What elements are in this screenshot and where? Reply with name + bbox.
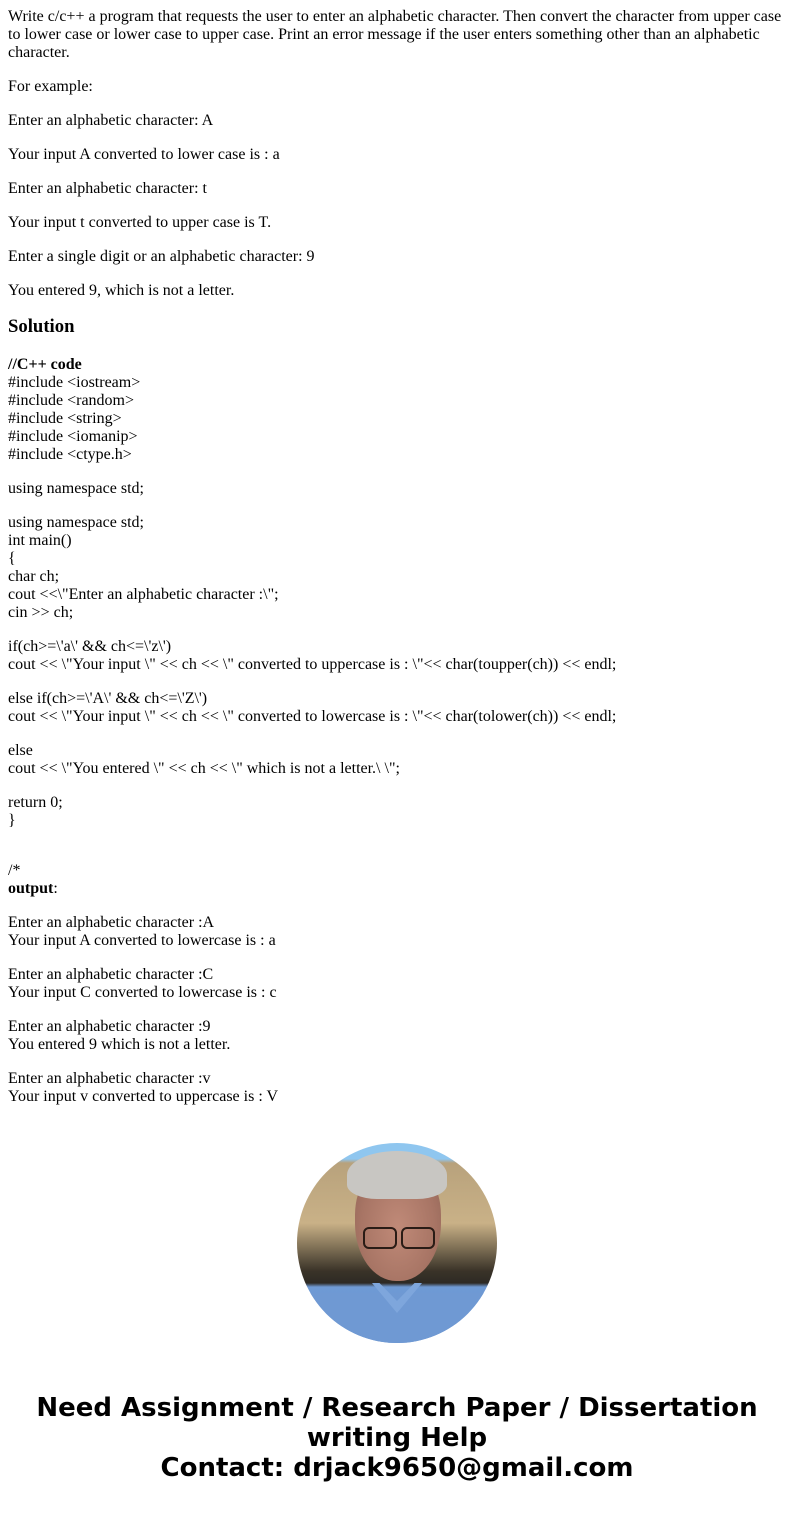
example-line: You entered 9, which is not a letter. — [8, 282, 235, 299]
promo-line-1: Need Assignment / Research Paper / Dissertation — [36, 1393, 758, 1423]
output-line: Enter an alphabetic character :C — [8, 966, 214, 983]
include-line: #include <ctype.h> — [8, 446, 132, 463]
glasses-icon — [363, 1227, 435, 1247]
output-line: Your input C converted to lowercase is : c — [8, 984, 277, 1001]
spacer — [8, 1054, 786, 1070]
author-avatar — [297, 1143, 497, 1343]
author-photo-container — [8, 1143, 786, 1343]
promo-line-2: writing Help — [306, 1423, 488, 1453]
include-line: #include <string> — [8, 410, 122, 427]
example-line: Your input A converted to lower case is : a — [8, 146, 280, 163]
include-line: #include <iostream> — [8, 374, 141, 391]
output-line: Enter an alphabetic character :9 — [8, 1018, 211, 1035]
code-line: int main() — [8, 532, 72, 549]
spacer — [8, 464, 786, 480]
output-label: output — [8, 880, 54, 897]
spacer — [8, 498, 786, 514]
comment-open: /* — [8, 862, 21, 879]
include-line: #include <iomanip> — [8, 428, 138, 445]
code-line: else — [8, 742, 33, 759]
spacer — [8, 726, 786, 742]
output-line: Your input v converted to uppercase is : V — [8, 1088, 279, 1105]
spacer — [8, 846, 786, 862]
example-line: Enter a single digit or an alphabetic character: 9 — [8, 248, 315, 265]
spacer — [8, 622, 786, 638]
code-line: } — [8, 812, 16, 829]
shirt-shape — [297, 1293, 497, 1343]
output-line: Enter an alphabetic character :A — [8, 914, 215, 931]
code-line: char ch; — [8, 568, 60, 585]
code-line: cin >> ch; — [8, 604, 74, 621]
spacer — [8, 778, 786, 794]
code-line: cout << \"You entered \" << ch << \" which is not a letter.\ \"; — [8, 760, 400, 777]
code-line: return 0; — [8, 794, 63, 811]
code-line: if(ch>=\'a\' && ch<=\'z\') — [8, 638, 172, 655]
example-line: Your input t converted to upper case is T. — [8, 214, 272, 231]
code-line: cout << \"Your input \" << ch << \" converted to uppercase is : \"<< char(toupper(ch)) << endl; — [8, 656, 617, 673]
solution-heading: Solution — [8, 316, 75, 337]
output-label-line — [8, 880, 786, 898]
promo-contact: Contact: drjack9650@gmail.com — [160, 1453, 634, 1483]
code-comment: //C++ code — [8, 356, 82, 373]
code-line: cout << \"Your input \" << ch << \" converted to lowercase is : \"<< char(tolower(ch)) << endl; — [8, 708, 617, 725]
example-line: Enter an alphabetic character: t — [8, 180, 207, 197]
promo-banner — [8, 1393, 786, 1511]
spacer — [8, 1002, 786, 1018]
code-line: using namespace std; — [8, 514, 144, 531]
spacer — [8, 830, 786, 846]
example-label: For example: — [8, 78, 93, 95]
code-line: { — [8, 550, 16, 567]
output-line: You entered 9 which is not a letter. — [8, 1036, 231, 1053]
spacer — [8, 950, 786, 966]
using-line: using namespace std; — [8, 480, 144, 497]
output-line: Your input A converted to lowercase is : a — [8, 932, 276, 949]
code-block — [8, 356, 786, 1106]
question-prompt: Write c/c++ a program that requests the user to enter an alphabetic character. Then convert the character from upper case to lower case or lower case to upper case. Print an error message if the user enters something other than an alphabetic character. — [8, 8, 782, 61]
code-line: cout <<\"Enter an alphabetic character :\"; — [8, 586, 279, 603]
spacer — [8, 674, 786, 690]
include-line: #include <random> — [8, 392, 135, 409]
code-line: else if(ch>=\'A\' && ch<=\'Z\') — [8, 690, 208, 707]
output-colon: : — [53, 880, 58, 897]
question-section — [8, 8, 786, 300]
example-line: Enter an alphabetic character: A — [8, 112, 214, 129]
spacer — [8, 898, 786, 914]
output-line: Enter an alphabetic character :v — [8, 1070, 211, 1087]
hair-shape — [347, 1151, 447, 1199]
